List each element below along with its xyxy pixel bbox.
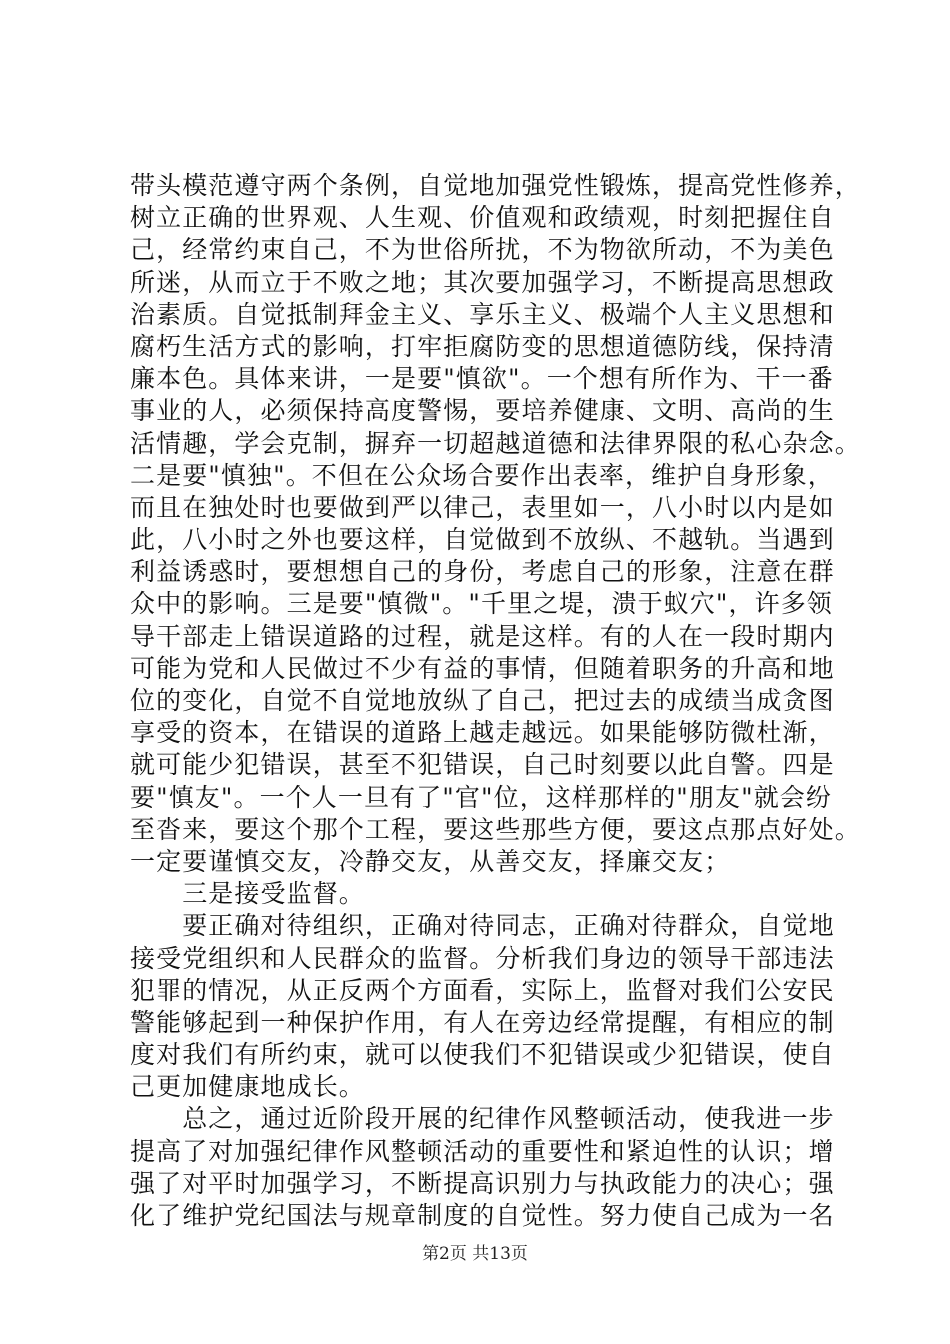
text-line: 犯罪的情况，从正反两个方面看，实际上，监督对我们公安民 [130, 975, 835, 1005]
text-line: 接受党组织和人民群众的监督。分析我们身边的领导干部违法 [130, 943, 835, 973]
text-line: 带头模范遵守两个条例，自觉地加强党性锻炼，提高党性修养， [130, 171, 861, 200]
text-line: 导干部走上错误道路的过程，就是这样。有的人在一段时期内 [130, 621, 835, 651]
text-line: 己，经常约束自己，不为世俗所扰，不为物欲所动，不为美色 [130, 235, 835, 265]
text-line: 位的变化，自觉不自觉地放纵了自己，把过去的成绩当成贪图 [130, 686, 835, 715]
text-line: 事业的人，必须保持高度警惕，要培养健康、文明、高尚的生 [130, 396, 835, 426]
text-line: 治素质。自觉抵制拜金主义、享乐主义、极端个人主义思想和 [130, 299, 835, 329]
text-line: 三是接受监督。 [130, 879, 365, 909]
text-line: 警能够起到一种保护作用，有人在旁边经常提醒，有相应的制 [130, 1007, 835, 1037]
text-line: 而且在独处时也要做到严以律己，表里如一，八小时以内是如 [130, 492, 835, 522]
text-line: 提高了对加强纪律作风整顿活动的重要性和紧迫性的认识；增 [130, 1136, 835, 1166]
text-line: 要正确对待组织，正确对待同志，正确对待群众，自觉地 [130, 911, 835, 941]
body-text [130, 170, 861, 1232]
text-line: 二是要"慎独"。不但在公众场合要作出表率，维护自身形象， [130, 460, 834, 490]
page-footer: 第2页 共13页 [422, 1244, 528, 1264]
text-line: 总之，通过近阶段开展的纪律作风整顿活动，使我进一步 [130, 1104, 835, 1134]
text-line: 一定要谨慎交友，冷静交友，从善交友，择廉交友； [130, 846, 731, 876]
text-line: 至沓来，要这个那个工程，要这些那些方便，要这点那点好处。 [130, 814, 861, 844]
text-line: 活情趣，学会克制，摒弃一切超越道德和法律界限的私心杂念。 [130, 428, 861, 458]
text-line: 可能为党和人民做过不少有益的事情，但随着职务的升高和地 [130, 653, 835, 683]
text-line: 享受的资本，在错误的道路上越走越远。如果能够防微杜渐， [130, 718, 835, 748]
text-line: 就可能少犯错误，甚至不犯错误，自己时刻要以此自警。四是 [130, 750, 835, 780]
text-line: 己更加健康地成长。 [130, 1072, 365, 1102]
text-line: 众中的影响。三是要"慎微"。"千里之堤，溃于蚁穴"，许多领 [130, 589, 833, 619]
text-line: 腐朽生活方式的影响，打牢拒腐防变的思想道德防线，保持清 [130, 331, 835, 361]
text-line: 树立正确的世界观、人生观、价值观和政绩观，时刻把握住自 [130, 203, 835, 233]
text-line: 强了对平时加强学习，不断提高识别力与执政能力的决心；强 [130, 1168, 835, 1198]
text-line: 化了维护党纪国法与规章制度的自觉性。努力使自己成为一名 [130, 1201, 835, 1230]
text-line: 度对我们有所约束，就可以使我们不犯错误或少犯错误，使自 [130, 1040, 835, 1070]
text-line: 要"慎友"。一个人一旦有了"官"位，这样那样的"朋友"就会纷 [130, 782, 832, 812]
text-line: 廉本色。具体来讲，一是要"慎欲"。一个想有所作为、干一番 [130, 364, 834, 394]
text-line: 利益诱惑时，要想想自己的身份，考虑自己的形象，注意在群 [130, 557, 835, 587]
text-line: 所迷，从而立于不败之地；其次要加强学习，不断提高思想政 [130, 267, 835, 297]
text-line: 此，八小时之外也要这样，自觉做到不放纵、不越轨。当遇到 [130, 525, 835, 555]
